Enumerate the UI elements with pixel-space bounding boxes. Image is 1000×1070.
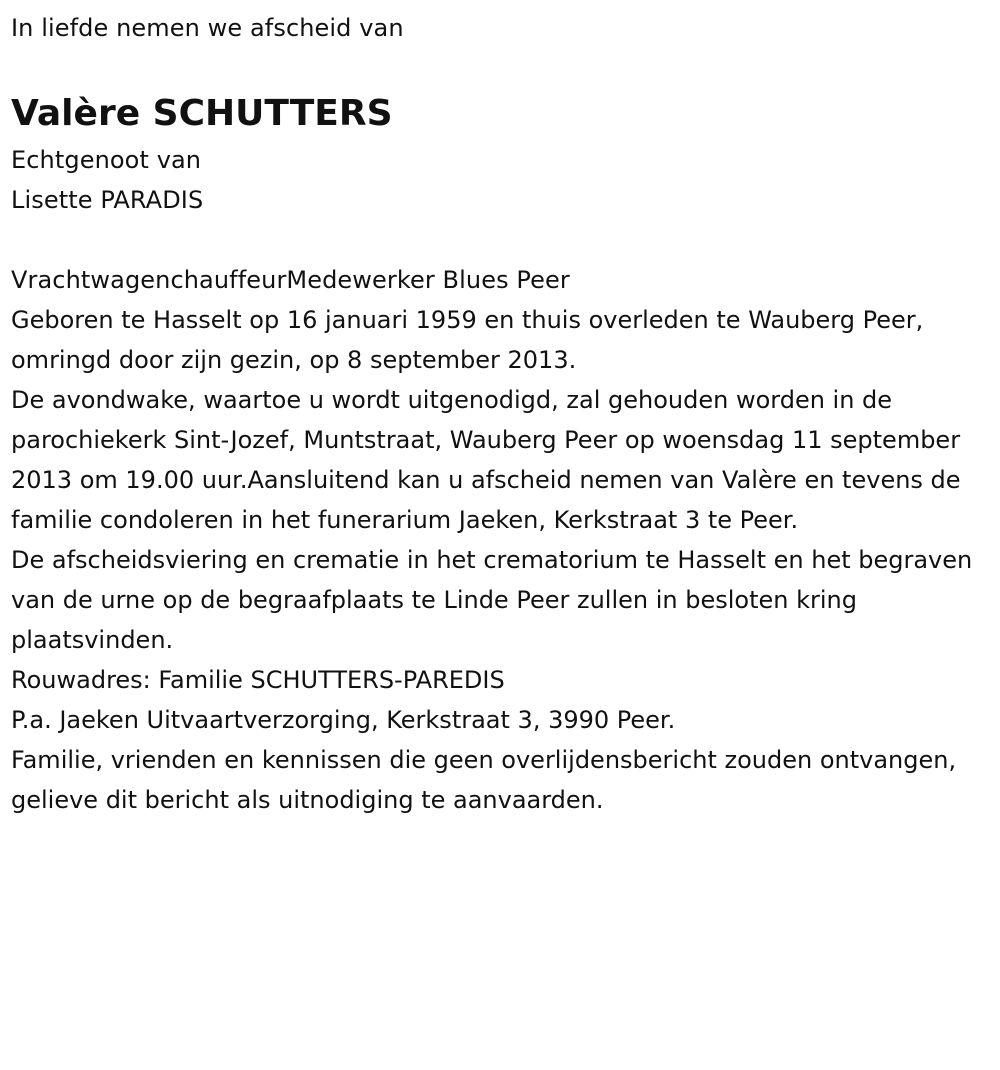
intro-text: In liefde nemen we afscheid van — [11, 14, 404, 42]
spouse-name: Lisette PARADIS — [11, 186, 204, 214]
closing-paragraph: Familie, vrienden en kennissen die geen overlijdensbericht zouden ontvangen, gelieve dit bericht als uitnodiging te aanvaarden. — [11, 746, 957, 814]
wake-paragraph: De avondwake, waartoe u wordt uitgenodigd, zal gehouden worden in de parochiekerk Sint-Jozef, Muntstraat, Wauberg Peer op woensdag 11 september 2013 om 19.00 uur.Aansluitend kan u afscheid nemen van Valère en tevens de familie condoleren in het funerarium Jaeken, Kerkstraat 3 te Peer. — [11, 386, 961, 534]
ceremony-paragraph: De afscheidsviering en crematie in het crematorium te Hasselt en het begraven van de urne op de begraafplaats te Linde Peer zullen in besloten kring plaatsvinden. — [11, 546, 973, 654]
birth-death-paragraph: Geboren te Hasselt op 16 januari 1959 en thuis overleden te Wauberg Peer, omringd door zijn gezin, op 8 september 2013. — [11, 306, 924, 374]
occupation-text: VrachtwagenchauffeurMedewerker Blues Peer — [11, 266, 570, 294]
relation-label: Echtgenoot van — [11, 146, 202, 174]
funeral-home-address: P.a. Jaeken Uitvaartverzorging, Kerkstraat 3, 3990 Peer. — [11, 706, 676, 734]
mourning-address: Rouwadres: Familie SCHUTTERS-PAREDIS — [11, 666, 505, 694]
deceased-name: Valère SCHUTTERS — [11, 93, 393, 134]
